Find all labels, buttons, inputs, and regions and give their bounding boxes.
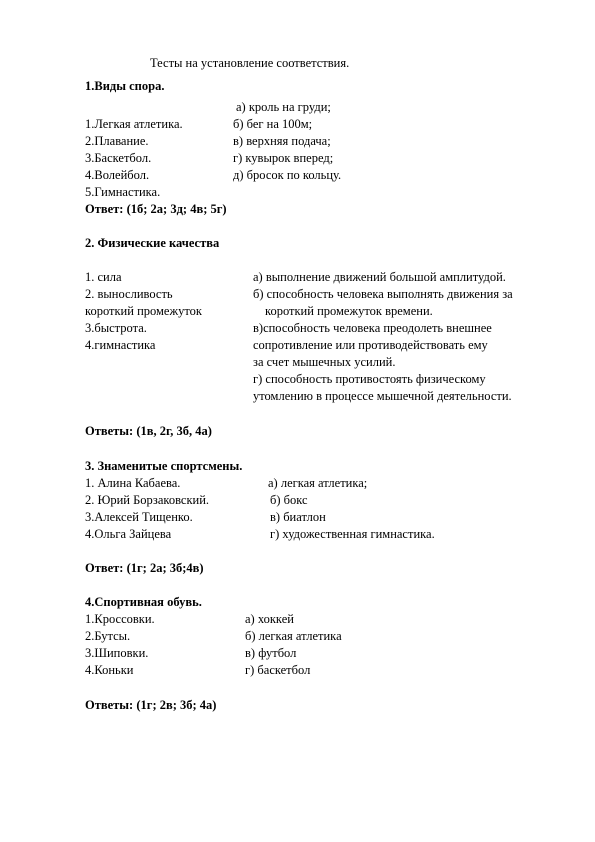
s4-option-c: в) футбол <box>245 646 297 660</box>
s3-item-3: 3.Алексей Тищенко. <box>85 510 193 524</box>
s2-item-1: 1. сила <box>85 270 122 284</box>
s1-item-3: 3.Баскетбол. <box>85 151 152 165</box>
s2-option-a: а) выполнение движений большой амплитудой. <box>253 270 506 284</box>
s4-item-3: 3.Шиповки. <box>85 646 149 660</box>
s1-option-d: г) кувырок вперед; <box>233 151 334 165</box>
s2-item-2-cont: короткий промежуток <box>85 304 202 318</box>
s1-item-2: 2.Плавание. <box>85 134 149 148</box>
s2-item-3: 3.быстрота. <box>85 321 147 335</box>
s1-option-b: б) бег на 100м; <box>233 117 313 131</box>
s2-option-d: г) способность противостоять физическому <box>253 372 486 386</box>
s3-item-1: 1. Алина Кабаева. <box>85 476 181 490</box>
s4-answer: Ответы: (1г; 2в; 3б; 4а) <box>85 698 217 712</box>
s4-item-4: 4.Коньки <box>85 663 134 677</box>
s3-item-2: 2. Юрий Борзаковский. <box>85 493 210 507</box>
s3-option-b: б) бокс <box>270 493 308 507</box>
section-4-heading: 4.Спортивная обувь. <box>85 595 202 609</box>
s1-answer: Ответ: (1б; 2а; 3д; 4в; 5г) <box>85 202 227 216</box>
s1-item-5: 5.Гимнастика. <box>85 185 161 199</box>
section-2-heading: 2. Физические качества <box>85 236 220 250</box>
s1-item-4: 4.Волейбол. <box>85 168 150 182</box>
s2-item-4: 4.гимнастика <box>85 338 156 352</box>
s2-option-b: б) способность человека выполнять движения за <box>253 287 513 301</box>
s1-item-1: 1.Легкая атлетика. <box>85 117 183 131</box>
s2-option-c-cont-1: сопротивление или противодействовать ему <box>253 338 488 352</box>
s2-option-c-cont-2: за счет мышечных усилий. <box>253 355 396 369</box>
s2-item-2: 2. выносливость <box>85 287 173 301</box>
s1-option-c: в) верхняя подача; <box>233 134 331 148</box>
s3-option-c: в) биатлон <box>270 510 326 524</box>
s3-option-d: г) художественная гимнастика. <box>270 527 435 541</box>
s1-option-e: д) бросок по кольцу. <box>233 168 342 182</box>
s2-answer: Ответы: (1в, 2г, 3б, 4а) <box>85 424 212 438</box>
s4-option-d: г) баскетбол <box>245 663 311 677</box>
s2-option-b-cont: короткий промежуток времени. <box>265 304 433 318</box>
section-1-heading: 1.Виды спора. <box>85 79 165 93</box>
page-title: Тесты на установление соответствия. <box>150 56 350 70</box>
s4-item-2: 2.Бутсы. <box>85 629 131 643</box>
s2-option-c: в)способность человека преодолеть внешнее <box>253 321 492 335</box>
s4-option-a: а) хоккей <box>245 612 294 626</box>
s3-option-a: а) легкая атлетика; <box>268 476 368 490</box>
s3-answer: Ответ: (1г; 2а; 3б;4в) <box>85 561 204 575</box>
s4-option-b: б) легкая атлетика <box>245 629 342 643</box>
s3-item-4: 4.Ольга Зайцева <box>85 527 172 541</box>
s2-option-d-cont: утомлению в процессе мышечной деятельности. <box>253 389 512 403</box>
section-3-heading: 3. Знаменитые спортсмены. <box>85 459 243 473</box>
s4-item-1: 1.Кроссовки. <box>85 612 155 626</box>
s1-option-a: а) кроль на груди; <box>236 100 331 114</box>
